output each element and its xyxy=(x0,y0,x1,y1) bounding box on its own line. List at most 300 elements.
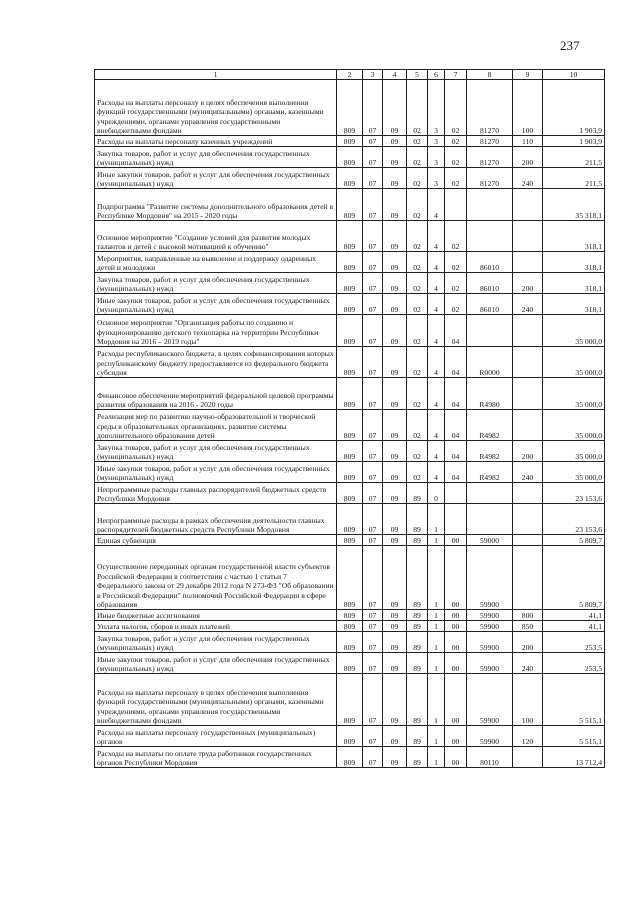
row-code-c6: 1 xyxy=(428,621,445,632)
row-code-c2: 809 xyxy=(337,80,363,136)
row-code-c4: 09 xyxy=(383,653,407,674)
row-code-c5: 89 xyxy=(407,504,428,535)
row-code-c3: 07 xyxy=(363,221,383,252)
row-code-c7: 04 xyxy=(445,441,467,462)
row-code-c4: 09 xyxy=(383,315,407,347)
row-code-c6: 4 xyxy=(428,294,445,315)
row-code-c3: 07 xyxy=(363,80,383,136)
page-number: 237 xyxy=(560,38,580,53)
row-code-c3: 07 xyxy=(363,189,383,221)
row-code-c8: R4982 xyxy=(467,462,513,483)
row-code-c6: 3 xyxy=(428,168,445,189)
row-code-c5: 89 xyxy=(407,653,428,674)
row-code-c8: 59900 xyxy=(467,726,513,747)
row-code-c5: 02 xyxy=(407,441,428,462)
table-row xyxy=(95,221,605,252)
table-row xyxy=(95,462,605,483)
row-code-c4: 09 xyxy=(383,621,407,632)
row-code-c4: 09 xyxy=(383,136,407,147)
row-code-c8: 86010 xyxy=(467,273,513,294)
row-code-c5: 02 xyxy=(407,147,428,168)
table-row xyxy=(95,168,605,189)
row-code-c4: 09 xyxy=(383,747,407,768)
row-code-c8: 59900 xyxy=(467,632,513,653)
row-amount: 35 000,0 xyxy=(543,410,605,441)
row-code-c7: 00 xyxy=(445,747,467,768)
row-code-c5: 02 xyxy=(407,462,428,483)
row-code-c3: 07 xyxy=(363,653,383,674)
row-code-c6: 4 xyxy=(428,410,445,441)
row-description: Закупка товаров, работ и услуг для обеспечения государственных (муниципальных) нужд xyxy=(95,147,337,168)
row-code-c6: 1 xyxy=(428,674,445,726)
row-code-c9: 110 xyxy=(513,136,543,147)
row-code-c8: 81270 xyxy=(467,147,513,168)
row-code-c2: 809 xyxy=(337,136,363,147)
row-code-c6: 3 xyxy=(428,147,445,168)
row-code-c9: 100 xyxy=(513,80,543,136)
row-amount: 318,1 xyxy=(543,221,605,252)
row-code-c7 xyxy=(445,189,467,221)
row-code-c2: 809 xyxy=(337,189,363,221)
row-code-c8: R0000 xyxy=(467,347,513,378)
row-code-c5: 02 xyxy=(407,80,428,136)
row-description: Иные бюджетные ассигнования xyxy=(95,610,337,621)
column-header: 6 xyxy=(428,70,445,80)
row-description: Иные закупки товаров, работ и услуг для обеспечения государственных (муниципальных) нужд xyxy=(95,168,337,189)
row-code-c8 xyxy=(467,221,513,252)
row-code-c4: 09 xyxy=(383,546,407,610)
table-row xyxy=(95,610,605,621)
table-row xyxy=(95,674,605,726)
row-code-c9 xyxy=(513,189,543,221)
row-code-c3: 07 xyxy=(363,674,383,726)
table-row xyxy=(95,621,605,632)
row-description: Иные закупки товаров, работ и услуг для обеспечения государственных (муниципальных) нужд xyxy=(95,462,337,483)
row-code-c4: 09 xyxy=(383,610,407,621)
row-code-c8: 59900 xyxy=(467,610,513,621)
row-description: Расходы на выплаты персоналу в целях обеспечения выполнения функций государственными (муниципальными) органами, казенными учреждениями, органами управления государственными внебюджетными фондами xyxy=(95,674,337,726)
row-description: Основное мероприятие "Организация работы по созданию и функционированию детского технопарка на территории Республики Мордовия на 2016 – 2019 годы" xyxy=(95,315,337,347)
row-description: Подпрограмма "Развитие системы дополнительного образования детей в Республике Мордовия" на 2015 - 2020 годы xyxy=(95,189,337,221)
row-code-c7: 02 xyxy=(445,273,467,294)
row-code-c6: 4 xyxy=(428,462,445,483)
row-code-c7: 00 xyxy=(445,621,467,632)
table-row xyxy=(95,147,605,168)
row-code-c9: 120 xyxy=(513,726,543,747)
row-code-c5: 02 xyxy=(407,410,428,441)
row-code-c7: 00 xyxy=(445,674,467,726)
row-code-c7: 00 xyxy=(445,726,467,747)
row-code-c8: 80110 xyxy=(467,747,513,768)
row-code-c6: 4 xyxy=(428,252,445,273)
row-code-c2: 809 xyxy=(337,221,363,252)
row-code-c9 xyxy=(513,378,543,410)
row-code-c8: 81270 xyxy=(467,136,513,147)
row-code-c2: 809 xyxy=(337,674,363,726)
column-header: 10 xyxy=(543,70,605,80)
row-code-c7: 02 xyxy=(445,147,467,168)
row-code-c9 xyxy=(513,546,543,610)
table-row xyxy=(95,504,605,535)
column-header: 1 xyxy=(95,70,337,80)
row-code-c3: 07 xyxy=(363,252,383,273)
row-code-c9 xyxy=(513,483,543,504)
row-code-c2: 809 xyxy=(337,610,363,621)
row-code-c4: 09 xyxy=(383,674,407,726)
row-amount: 211,5 xyxy=(543,147,605,168)
row-code-c2: 809 xyxy=(337,315,363,347)
row-code-c6: 4 xyxy=(428,315,445,347)
row-code-c6: 1 xyxy=(428,653,445,674)
row-code-c2: 809 xyxy=(337,632,363,653)
row-amount: 35 000,0 xyxy=(543,315,605,347)
row-code-c3: 07 xyxy=(363,610,383,621)
row-code-c2: 809 xyxy=(337,726,363,747)
row-code-c6: 3 xyxy=(428,80,445,136)
row-description: Единая субвенция xyxy=(95,535,337,546)
row-description: Реализация мер по развитию научно-образовательной и творческой среды в образовательных организациях, развитие системы дополнительного образования детей xyxy=(95,410,337,441)
row-code-c2: 809 xyxy=(337,621,363,632)
row-code-c4: 09 xyxy=(383,221,407,252)
row-code-c9 xyxy=(513,504,543,535)
row-description: Непрограммные расходы в рамках обеспечения деятельности главных распорядителей бюджетных средств Республики Мордовия xyxy=(95,504,337,535)
row-code-c8: 59900 xyxy=(467,653,513,674)
row-code-c7: 02 xyxy=(445,80,467,136)
row-code-c3: 07 xyxy=(363,315,383,347)
row-amount: 5 809,7 xyxy=(543,546,605,610)
row-code-c8: 59900 xyxy=(467,621,513,632)
table-row xyxy=(95,483,605,504)
table-row xyxy=(95,294,605,315)
budget-table xyxy=(94,69,605,768)
row-amount: 41,1 xyxy=(543,621,605,632)
column-header: 9 xyxy=(513,70,543,80)
row-amount: 5 515,1 xyxy=(543,674,605,726)
table-row xyxy=(95,273,605,294)
column-header: 8 xyxy=(467,70,513,80)
row-code-c5: 89 xyxy=(407,483,428,504)
table-row xyxy=(95,747,605,768)
row-code-c6: 4 xyxy=(428,378,445,410)
row-code-c4: 09 xyxy=(383,147,407,168)
row-code-c2: 809 xyxy=(337,168,363,189)
row-code-c3: 07 xyxy=(363,294,383,315)
row-code-c4: 09 xyxy=(383,252,407,273)
row-code-c5: 89 xyxy=(407,610,428,621)
row-code-c8: 59900 xyxy=(467,674,513,726)
row-code-c4: 09 xyxy=(383,294,407,315)
row-code-c4: 09 xyxy=(383,410,407,441)
table-row xyxy=(95,546,605,610)
row-code-c7: 00 xyxy=(445,632,467,653)
row-code-c2: 809 xyxy=(337,147,363,168)
row-code-c7: 02 xyxy=(445,221,467,252)
row-code-c5: 02 xyxy=(407,315,428,347)
row-code-c7: 04 xyxy=(445,462,467,483)
row-code-c7: 00 xyxy=(445,653,467,674)
row-code-c7: 02 xyxy=(445,168,467,189)
row-code-c6: 4 xyxy=(428,221,445,252)
row-description: Закупка товаров, работ и услуг для обеспечения государственных (муниципальных) нужд xyxy=(95,441,337,462)
row-description: Иные закупки товаров, работ и услуг для обеспечения государственных (муниципальных) нужд xyxy=(95,294,337,315)
table-row xyxy=(95,441,605,462)
row-code-c2: 809 xyxy=(337,347,363,378)
row-code-c5: 02 xyxy=(407,273,428,294)
row-amount: 41,1 xyxy=(543,610,605,621)
row-code-c5: 89 xyxy=(407,726,428,747)
row-code-c2: 809 xyxy=(337,462,363,483)
table-header-row xyxy=(95,70,605,80)
row-description: Расходы на выплаты по оплате труда работников государственных органов Республики Мордовия xyxy=(95,747,337,768)
row-description: Закупка товаров, работ и услуг для обеспечения государственных (муниципальных) нужд xyxy=(95,273,337,294)
row-code-c9: 200 xyxy=(513,273,543,294)
row-code-c5: 89 xyxy=(407,632,428,653)
row-code-c7: 04 xyxy=(445,315,467,347)
row-code-c7: 04 xyxy=(445,347,467,378)
row-code-c5: 02 xyxy=(407,221,428,252)
row-amount: 5 515,1 xyxy=(543,726,605,747)
row-code-c6: 1 xyxy=(428,610,445,621)
row-code-c6: 1 xyxy=(428,504,445,535)
row-code-c7: 04 xyxy=(445,378,467,410)
table-row xyxy=(95,653,605,674)
row-amount: 35 318,1 xyxy=(543,189,605,221)
row-code-c2: 809 xyxy=(337,747,363,768)
row-code-c2: 809 xyxy=(337,546,363,610)
row-code-c9: 200 xyxy=(513,441,543,462)
row-code-c5: 89 xyxy=(407,747,428,768)
row-amount: 23 153,6 xyxy=(543,483,605,504)
row-description: Расходы республиканского бюджета, в целях софинансирования которых республиканскому бюджету предоставляется из федерального бюджета субсидия xyxy=(95,347,337,378)
row-code-c4: 09 xyxy=(383,504,407,535)
row-code-c9: 240 xyxy=(513,653,543,674)
row-code-c2: 809 xyxy=(337,535,363,546)
row-code-c3: 07 xyxy=(363,546,383,610)
row-code-c9 xyxy=(513,535,543,546)
row-code-c4: 09 xyxy=(383,378,407,410)
row-description: Расходы на выплаты персоналу казенных учреждений xyxy=(95,136,337,147)
row-code-c9: 850 xyxy=(513,621,543,632)
column-header: 2 xyxy=(337,70,363,80)
table-row xyxy=(95,726,605,747)
table-row xyxy=(95,632,605,653)
table-row xyxy=(95,189,605,221)
row-code-c8: 81270 xyxy=(467,168,513,189)
row-code-c4: 09 xyxy=(383,535,407,546)
table-row xyxy=(95,410,605,441)
table-row xyxy=(95,347,605,378)
row-code-c3: 07 xyxy=(363,483,383,504)
row-amount: 35 000,0 xyxy=(543,462,605,483)
row-code-c6: 0 xyxy=(428,483,445,504)
row-amount: 253,5 xyxy=(543,653,605,674)
row-description: Закупка товаров, работ и услуг для обеспечения государственных (муниципальных) нужд xyxy=(95,632,337,653)
row-description: Расходы на выплаты персоналу государственных (муниципальных) органов xyxy=(95,726,337,747)
row-code-c6: 1 xyxy=(428,726,445,747)
row-code-c4: 09 xyxy=(383,347,407,378)
row-description: Расходы на выплаты персоналу в целях обеспечения выполнения функций государственными (муниципальными) органами, казенными учреждениями, органами управления государственными внебюджетными фондами xyxy=(95,80,337,136)
row-code-c5: 02 xyxy=(407,294,428,315)
row-code-c4: 09 xyxy=(383,168,407,189)
row-code-c6: 1 xyxy=(428,632,445,653)
row-code-c3: 07 xyxy=(363,462,383,483)
row-code-c9: 200 xyxy=(513,147,543,168)
row-amount: 1 903,9 xyxy=(543,80,605,136)
table-row xyxy=(95,535,605,546)
row-code-c3: 07 xyxy=(363,273,383,294)
table-row xyxy=(95,378,605,410)
row-code-c4: 09 xyxy=(383,441,407,462)
row-code-c9: 200 xyxy=(513,632,543,653)
row-code-c4: 09 xyxy=(383,632,407,653)
row-code-c9: 100 xyxy=(513,674,543,726)
table-row xyxy=(95,315,605,347)
row-code-c9: 240 xyxy=(513,462,543,483)
row-code-c8: R4982 xyxy=(467,441,513,462)
row-code-c6: 4 xyxy=(428,347,445,378)
row-description: Уплата налогов, сборов и иных платежей xyxy=(95,621,337,632)
row-amount: 211,5 xyxy=(543,168,605,189)
row-code-c3: 07 xyxy=(363,535,383,546)
row-code-c8: 81270 xyxy=(467,80,513,136)
row-code-c2: 809 xyxy=(337,273,363,294)
row-code-c5: 89 xyxy=(407,674,428,726)
row-code-c8 xyxy=(467,315,513,347)
row-code-c3: 07 xyxy=(363,410,383,441)
row-code-c3: 07 xyxy=(363,147,383,168)
row-amount: 318,1 xyxy=(543,273,605,294)
row-code-c7: 00 xyxy=(445,546,467,610)
table-body xyxy=(95,80,605,768)
row-amount: 35 000,0 xyxy=(543,441,605,462)
row-code-c8: 86010 xyxy=(467,252,513,273)
row-code-c5: 89 xyxy=(407,535,428,546)
row-code-c7 xyxy=(445,504,467,535)
row-code-c5: 02 xyxy=(407,252,428,273)
row-amount: 35 000,0 xyxy=(543,378,605,410)
row-code-c2: 809 xyxy=(337,252,363,273)
column-header: 3 xyxy=(363,70,383,80)
row-code-c6: 1 xyxy=(428,747,445,768)
row-code-c3: 07 xyxy=(363,621,383,632)
row-code-c9 xyxy=(513,315,543,347)
row-amount: 35 000,0 xyxy=(543,347,605,378)
row-amount: 318,1 xyxy=(543,294,605,315)
row-code-c4: 09 xyxy=(383,726,407,747)
row-code-c7: 02 xyxy=(445,136,467,147)
row-code-c2: 809 xyxy=(337,410,363,441)
row-amount: 13 712,4 xyxy=(543,747,605,768)
row-code-c6: 4 xyxy=(428,189,445,221)
row-code-c7 xyxy=(445,483,467,504)
row-code-c8: 59900 xyxy=(467,546,513,610)
row-code-c3: 07 xyxy=(363,726,383,747)
row-code-c5: 89 xyxy=(407,621,428,632)
row-code-c3: 07 xyxy=(363,747,383,768)
row-code-c8: R4982 xyxy=(467,410,513,441)
column-header: 7 xyxy=(445,70,467,80)
row-code-c8: R4980 xyxy=(467,378,513,410)
row-code-c5: 89 xyxy=(407,546,428,610)
row-code-c6: 1 xyxy=(428,535,445,546)
row-description: Финансовое обеспечение мероприятий федеральной целевой программы развития образования на 2016 - 2020 годы xyxy=(95,378,337,410)
row-description: Основное мероприятие "Создание условий для развития молодых талантов и детей с высокой мотивацией к обучению" xyxy=(95,221,337,252)
row-code-c3: 07 xyxy=(363,632,383,653)
row-code-c4: 09 xyxy=(383,80,407,136)
row-code-c5: 02 xyxy=(407,136,428,147)
row-code-c3: 07 xyxy=(363,347,383,378)
table-row xyxy=(95,136,605,147)
table-row xyxy=(95,80,605,136)
row-amount: 5 809,7 xyxy=(543,535,605,546)
row-code-c5: 02 xyxy=(407,189,428,221)
row-description: Иные закупки товаров, работ и услуг для обеспечения государственных (муниципальных) нужд xyxy=(95,653,337,674)
row-code-c9: 800 xyxy=(513,610,543,621)
row-code-c7: 02 xyxy=(445,252,467,273)
row-code-c2: 809 xyxy=(337,294,363,315)
row-code-c3: 07 xyxy=(363,504,383,535)
row-code-c8 xyxy=(467,483,513,504)
row-code-c5: 02 xyxy=(407,378,428,410)
row-code-c9 xyxy=(513,747,543,768)
row-amount: 318,1 xyxy=(543,252,605,273)
row-code-c8: 59000 xyxy=(467,535,513,546)
row-code-c9 xyxy=(513,410,543,441)
row-description: Осуществление переданных органам государственной власти субъектов Российской Федерации в соответствии с частью 1 статьи 7 Федерального закона от 29 декабря 2012 года N 273-ФЗ "Об образовании в Российской Федерации" полномочий Российской Федерации в сфере образования xyxy=(95,546,337,610)
column-header: 4 xyxy=(383,70,407,80)
row-code-c4: 09 xyxy=(383,462,407,483)
row-code-c6: 4 xyxy=(428,273,445,294)
row-code-c5: 02 xyxy=(407,168,428,189)
row-code-c2: 809 xyxy=(337,483,363,504)
row-code-c6: 3 xyxy=(428,136,445,147)
row-code-c8 xyxy=(467,504,513,535)
row-code-c2: 809 xyxy=(337,653,363,674)
row-code-c3: 07 xyxy=(363,378,383,410)
row-description: Мероприятия, направленные на выявление и поддержку одаренных детей и молодежи xyxy=(95,252,337,273)
row-amount: 253,5 xyxy=(543,632,605,653)
row-code-c3: 07 xyxy=(363,168,383,189)
row-code-c3: 07 xyxy=(363,136,383,147)
row-code-c7: 00 xyxy=(445,535,467,546)
row-code-c2: 809 xyxy=(337,441,363,462)
row-code-c9 xyxy=(513,347,543,378)
row-code-c7: 04 xyxy=(445,410,467,441)
row-code-c4: 09 xyxy=(383,273,407,294)
column-header: 5 xyxy=(407,70,428,80)
row-code-c9: 240 xyxy=(513,294,543,315)
row-code-c7: 02 xyxy=(445,294,467,315)
row-code-c6: 4 xyxy=(428,441,445,462)
row-code-c9 xyxy=(513,221,543,252)
row-amount: 1 903,9 xyxy=(543,136,605,147)
row-code-c3: 07 xyxy=(363,441,383,462)
row-code-c4: 09 xyxy=(383,189,407,221)
row-code-c9 xyxy=(513,252,543,273)
row-code-c9: 240 xyxy=(513,168,543,189)
row-code-c4: 09 xyxy=(383,483,407,504)
row-code-c7: 00 xyxy=(445,610,467,621)
row-code-c6: 1 xyxy=(428,546,445,610)
row-code-c8 xyxy=(467,189,513,221)
row-code-c2: 809 xyxy=(337,378,363,410)
table-row xyxy=(95,252,605,273)
row-code-c2: 809 xyxy=(337,504,363,535)
row-code-c5: 02 xyxy=(407,347,428,378)
row-code-c8: 86010 xyxy=(467,294,513,315)
row-description: Непрограммные расходы главных распорядителей бюджетных средств Республики Мордовия xyxy=(95,483,337,504)
row-amount: 23 153,6 xyxy=(543,504,605,535)
